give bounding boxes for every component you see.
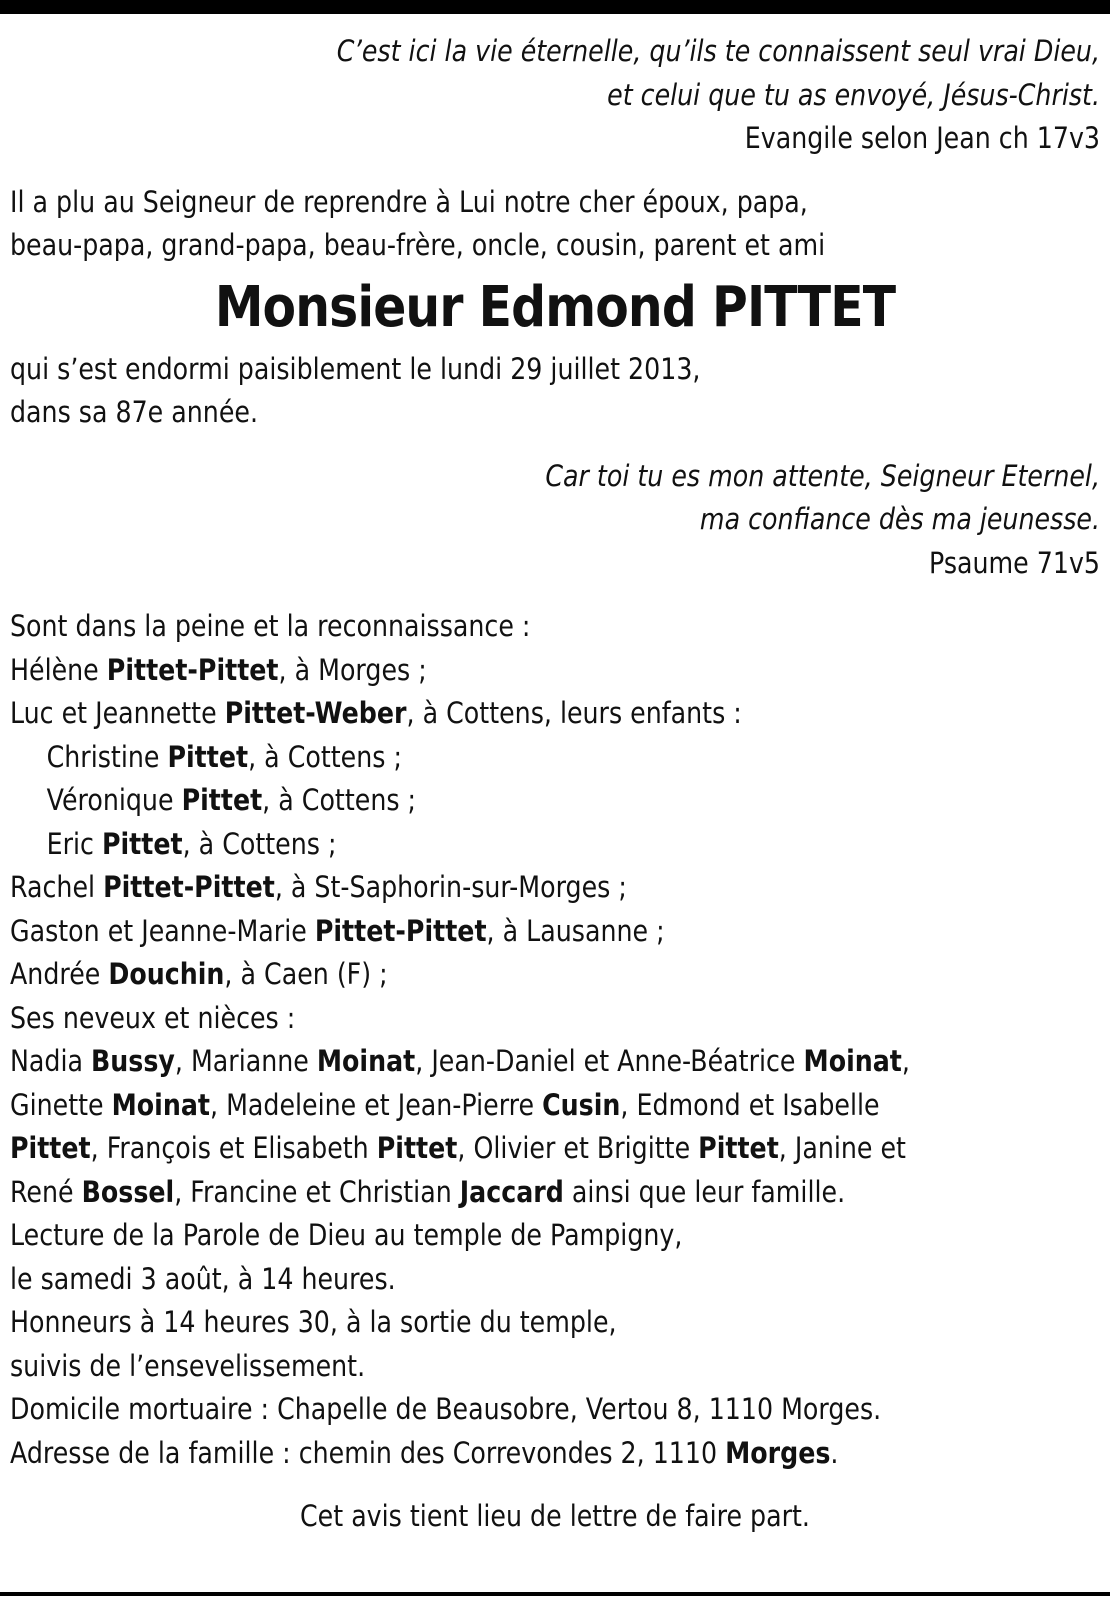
family-name: Pittet [698,1131,779,1165]
text-segment: Sont dans la peine et la reconnaissance : [10,609,531,643]
text-segment: , à Caen (F) ; [224,957,388,991]
text-line [10,736,1100,780]
text-line [10,1040,1100,1084]
family-name: Pittet-Pittet [103,870,275,904]
text-segment: , Olivier et Brigitte [457,1131,699,1165]
text-segment: Cet avis tient lieu de lettre de faire part. [300,1499,810,1533]
deceased-name-title [10,268,1100,348]
text-segment: Christine [46,739,168,774]
text-line [10,910,1100,954]
text-segment: Rachel [10,870,104,904]
family-name: Cusin [542,1087,621,1122]
text-segment: Véronique [46,783,182,817]
text-segment: Adresse de la famille : chemin des Correvondes 2, 1110 [10,1435,726,1470]
spacer [10,585,1100,605]
text-segment: René [10,1174,82,1209]
text-segment: C’est ici la vie éternelle, qu’ils te connaissent seul vrai Dieu, [336,34,1100,68]
text-line [10,1084,1100,1128]
text-line [10,1345,1100,1389]
text-segment: Evangile selon Jean ch 17v3 [744,121,1100,155]
text-segment: Lecture de la Parole de Dieu au temple de Pampigny, [10,1218,683,1252]
text-line [10,1301,1100,1345]
text-segment: Il a plu au Seigneur de reprendre à Lui notre cher époux, papa, [10,184,808,219]
family-name: Pittet [10,1131,91,1165]
text-segment: , à Cottens, leurs enfants : [406,696,742,730]
spacer [10,435,1100,455]
text-segment: Car toi tu es mon attente, Seigneur Eternel, [545,458,1100,493]
text-line [10,498,1100,542]
text-segment: , Jean-Daniel et Anne-Béatrice [415,1044,804,1078]
family-name: Morges [725,1435,831,1470]
text-segment: et celui que tu as envoyé, Jésus-Christ. [607,77,1100,112]
bottom-border [0,1592,1110,1596]
text-line [10,1388,1100,1432]
family-name: Pittet [167,739,249,774]
text-line [10,181,1100,225]
text-line [10,997,1100,1041]
family-name: Moinat [803,1044,902,1078]
text-segment: Honneurs à 14 heures 30, à la sortie du temple, [10,1305,617,1339]
text-line [10,224,1100,268]
text-segment: , Francine et Christian [174,1174,460,1209]
text-segment: le samedi 3 août, à 14 heures. [10,1261,396,1296]
text-segment: , à Morges ; [278,652,427,687]
text-segment: . [830,1435,839,1470]
text-segment: beau-papa, grand-papa, beau-frère, oncle, cousin, parent et ami [10,228,826,262]
text-segment: Psaume 71v5 [929,545,1100,580]
text-segment: Ginette [10,1087,112,1122]
text-line [10,649,1100,693]
text-segment: Hélène [10,652,107,687]
text-line [10,542,1100,586]
text-segment: Nadia [10,1044,92,1078]
text-line [10,866,1100,910]
text-segment: , à Lausanne ; [486,913,665,948]
text-segment: Eric [46,826,102,861]
family-name: Pittet [101,826,183,861]
text-line [10,1127,1100,1171]
text-segment: Gaston et Jeanne-Marie [10,913,315,948]
text-segment: dans sa 87e année. [10,395,258,429]
text-line [10,823,1100,867]
obituary-notice [10,30,1100,1539]
family-name: Pittet [376,1131,458,1165]
text-segment: Monsieur Edmond PITTET [214,274,896,340]
text-line [10,391,1100,435]
text-line [10,74,1100,118]
text-segment: Luc et Jeannette [10,696,225,730]
text-segment: , Janine et [778,1131,906,1165]
text-segment: Ses neveux et nièces : [10,1000,296,1035]
family-name: Bossel [81,1174,175,1209]
family-name: Moinat [316,1044,416,1078]
text-line [10,605,1100,649]
text-line [10,455,1100,499]
text-segment: Domicile mortuaire : Chapelle de Beausobre, Vertou 8, 1110 Morges. [10,1392,882,1426]
text-segment: ainsi que leur famille. [563,1174,846,1209]
text-segment: , Marianne [174,1044,317,1078]
text-line [10,1258,1100,1302]
text-segment: qui s’est endormi paisiblement le lundi 29 juillet 2013, [10,351,701,386]
spacer [10,161,1100,181]
text-segment: , François et Elisabeth [90,1131,377,1165]
family-name: Pittet-Weber [224,696,407,730]
text-segment: , à Cottens ; [262,783,417,817]
top-border [0,0,1110,14]
family-name: Pittet-Pittet [314,913,487,948]
family-name: Jaccard [459,1174,564,1209]
text-segment: , à Cottens ; [248,739,402,774]
family-name: Pittet-Pittet [106,652,279,687]
text-segment: , à St-Saphorin-sur-Morges ; [274,870,627,904]
text-line [10,1495,1100,1539]
text-segment: , [901,1044,910,1078]
text-line [10,348,1100,392]
text-segment: ma confiance dès ma jeunesse. [699,502,1100,536]
spacer [10,1475,1100,1495]
text-line [10,30,1100,74]
text-segment: , Edmond et Isabelle [620,1087,880,1122]
text-line [10,779,1100,823]
text-segment: Andrée [10,957,109,991]
text-segment: suivis de l’ensevelissement. [10,1348,366,1383]
family-name: Moinat [111,1087,211,1122]
text-segment: , à Cottens ; [182,826,337,861]
text-line [10,692,1100,736]
family-name: Bussy [91,1044,175,1078]
family-name: Pittet [181,783,263,817]
text-segment: , Madeleine et Jean-Pierre [210,1087,543,1122]
text-line [10,1432,1100,1476]
family-name: Douchin [108,957,225,991]
text-line [10,1171,1100,1215]
text-line [10,1214,1100,1258]
text-line [10,117,1100,161]
text-line [10,953,1100,997]
